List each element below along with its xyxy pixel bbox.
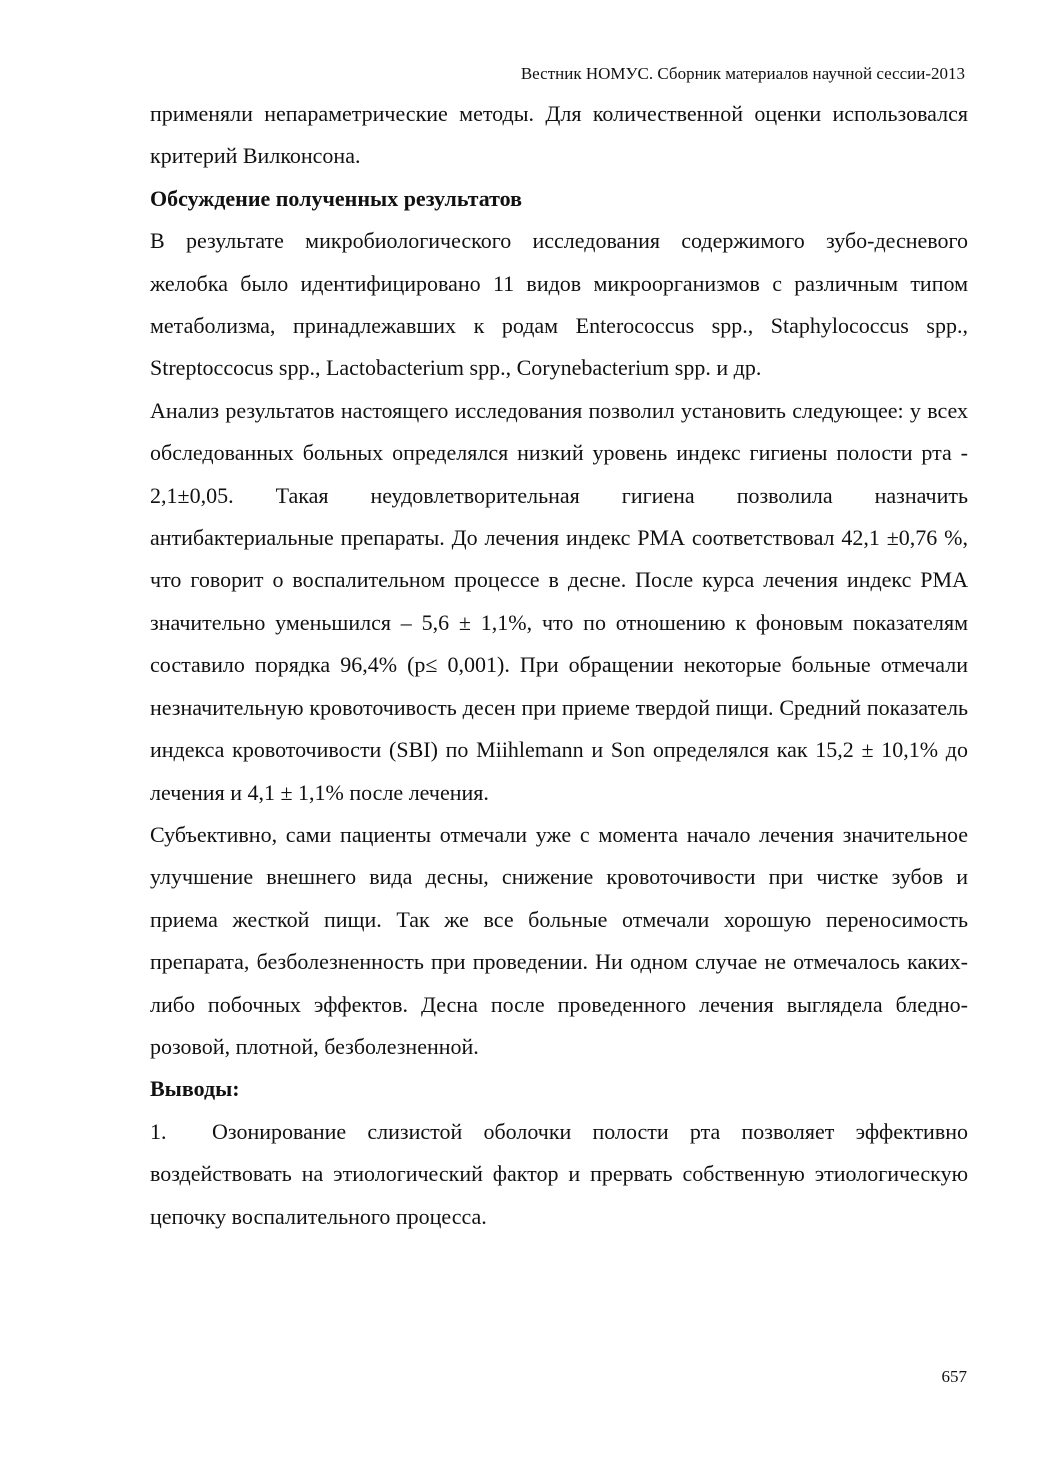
page-number: 657: [941, 1367, 967, 1386]
paragraph-analysis: Анализ результатов настоящего исследования позволил установить следующее: у всех обследованных больных определялся низкий уровень индекс гигиены полости рта - 2,1±0,05. Такая неудовлетворительная гигиена позволила назначить антибактериальные препараты. До лечения индекс РМА соответствовал 42,1 ±0,76 %, что говорит о воспалительном процессе в десне. После курса лечения индекс РМА значительно уменьшился – 5,6 ± 1,1%, что по отношению к фоновым показателям составило порядка 96,4% (p≤ 0,001). При обращении некоторые больные отмечали незначительную кровоточивость десен при приеме твердой пищи. Средний показатель индекса кровоточивости (SBI) по Miihlemann и Son определялся как 15,2 ± 10,1% до лечения и 4,1 ± 1,1% после лечения.: [150, 397, 968, 805]
body-text: [150, 93, 968, 1238]
heading-discussion: Обсуждение полученных результатов: [150, 185, 523, 211]
conclusion-text: Озонирование слизистой оболочки полости рта позволяет эффективно воздействовать на этиологический фактор и прервать собственную этиологическую цепочку воспалительного процесса.: [150, 1118, 968, 1229]
conclusion-number: 1.: [150, 1118, 167, 1144]
running-header: Вестник НОМУС. Сборник материалов научной сессии-2013: [520, 64, 965, 83]
heading-conclusions: Выводы:: [150, 1076, 240, 1102]
paragraph-microbiology: В результате микробиологического исследования содержимого зубо-десневого желобка было идентифицировано 11 видов микроорганизмов с различным типом метаболизма, принадлежавших к родам Enterococcus spp., Staphylococcus spp., Streptoccocus spp., Lactobacterium spp., Corynebacterium spp. и др.: [150, 228, 968, 381]
paragraph-subjective: Субъективно, сами пациенты отмечали уже с момента начало лечения значительное улучшение внешнего вида десны, снижение кровоточивости при чистке зубов и приема жесткой пищи. Так же все больные отмечали хорошую переносимость препарата, безболезненность при проведении. Ни одном случае не отмечалось каких-либо побочных эффектов. Десна после проведенного лечения выглядела бледно-розовой, плотной, безболезненной.: [150, 821, 968, 1059]
paragraph-methods: применяли непараметрические методы. Для количественной оценки использовался критерий Вилконсона.: [150, 101, 968, 169]
conclusion-item: [150, 1111, 968, 1238]
